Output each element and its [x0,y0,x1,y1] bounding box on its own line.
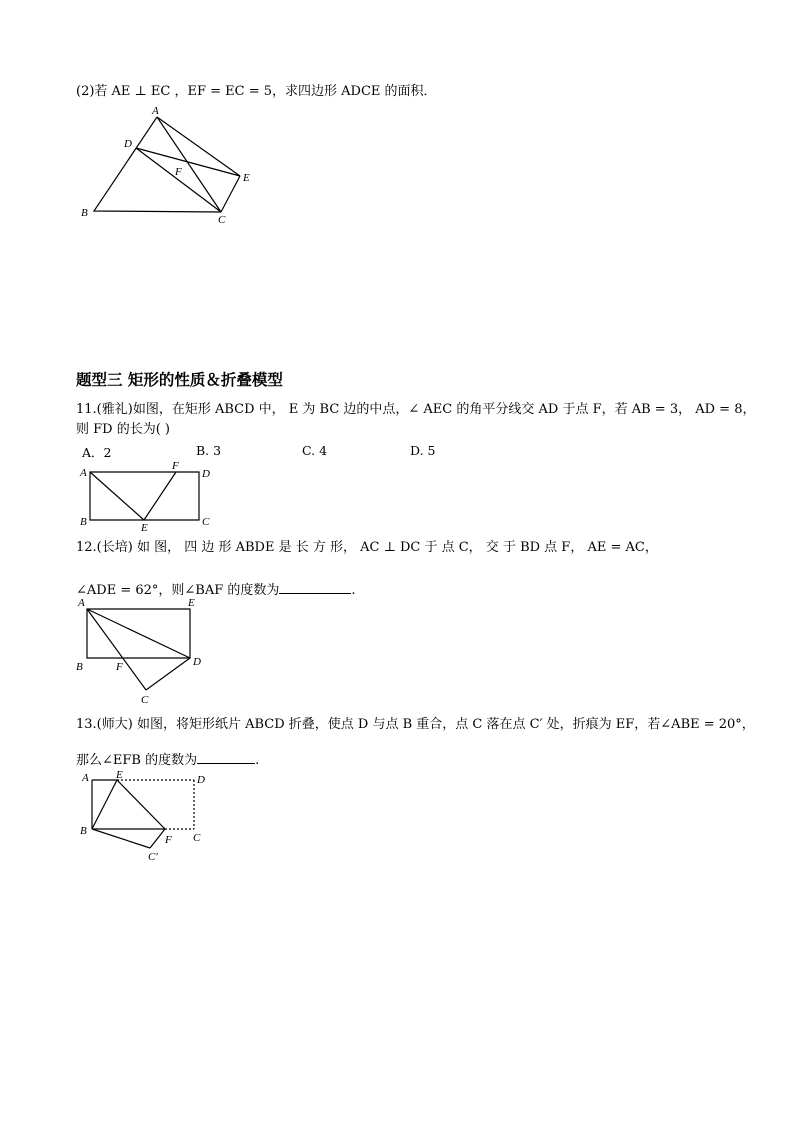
q13-text-line2-suffix: . [255,753,260,768]
q11-label-d: D [202,468,210,480]
q11-option-b[interactable]: B. 3 [196,443,222,458]
q13-label-f: F [165,834,172,846]
q13-line-eb [92,780,117,829]
q13-label-e: E [116,769,123,781]
q11-label-e: E [141,522,148,534]
q12-label-c: C [141,694,149,706]
q10-label-b: B [81,207,88,219]
q11-text-line2: 则 FD 的长为( ) [76,422,170,437]
q12-text-line1: 12.(长培) 如 图， 四 边 形 ABDE 是 长 方 形， AC ⊥ DC 于 点 C， 交 于 BD 点 F， AE = AC， [76,540,658,555]
q12-label-a: A [78,597,85,609]
q13-line-c1f [150,829,165,848]
q13-text-line2-prefix: 那么∠EFB 的度数为 [76,753,198,768]
q12-label-d: D [193,656,201,668]
q10-part2-text: (2)若 AE ⊥ EC ，EF = EC = 5，求四边形 ADCE 的面积． [76,84,437,99]
q13-text-line1: 13.(师大) 如图，将矩形纸片 ABCD 折叠，使点 D 与点 B 重合，点 C 落在点 C′ 处，折痕为 EF，若∠ABE = 20°， [76,717,755,732]
q11-label-f: F [172,460,179,472]
q10-label-a: A [152,105,159,117]
q13-line-ef [117,780,165,829]
q13-label-d: D [197,774,205,786]
q13-label-b: B [80,825,87,837]
q13-label-c: C [193,832,201,844]
section-title: 题型三 矩形的性质＆折叠模型 [76,371,283,389]
q10-label-e: E [243,172,250,184]
q11-text-line1: 11.(雅礼)如图，在矩形 ABCD 中， E 为 BC 边的中点，∠ AEC 的角平分线交 AD 于点 F，若 AB = 3， AD = 8， [76,402,756,417]
q10-label-d: D [124,138,132,150]
q13-label-a: A [82,772,89,784]
q12-text-line2-prefix: ∠ADE = 62°，则∠BAF 的度数为 [76,583,280,598]
q12-label-b: B [76,661,83,673]
q11-label-c: C [202,516,210,528]
q10-label-c: C [218,214,226,226]
q11-label-b: B [80,516,87,528]
q11-option-d[interactable]: D. 5 [410,443,436,458]
q12-text-line2-suffix: . [351,583,356,598]
q11-label-a: A [80,467,87,479]
q13-label-c-prime: C′ [148,851,158,863]
q11-option-c[interactable]: C. 4 [302,443,328,458]
q13-line-bc1 [92,829,150,848]
q10-label-f: F [175,166,182,178]
q12-label-e: E [188,597,195,609]
q11-option-a[interactable]: A．2 [82,445,112,460]
q12-label-f: F [116,661,123,673]
